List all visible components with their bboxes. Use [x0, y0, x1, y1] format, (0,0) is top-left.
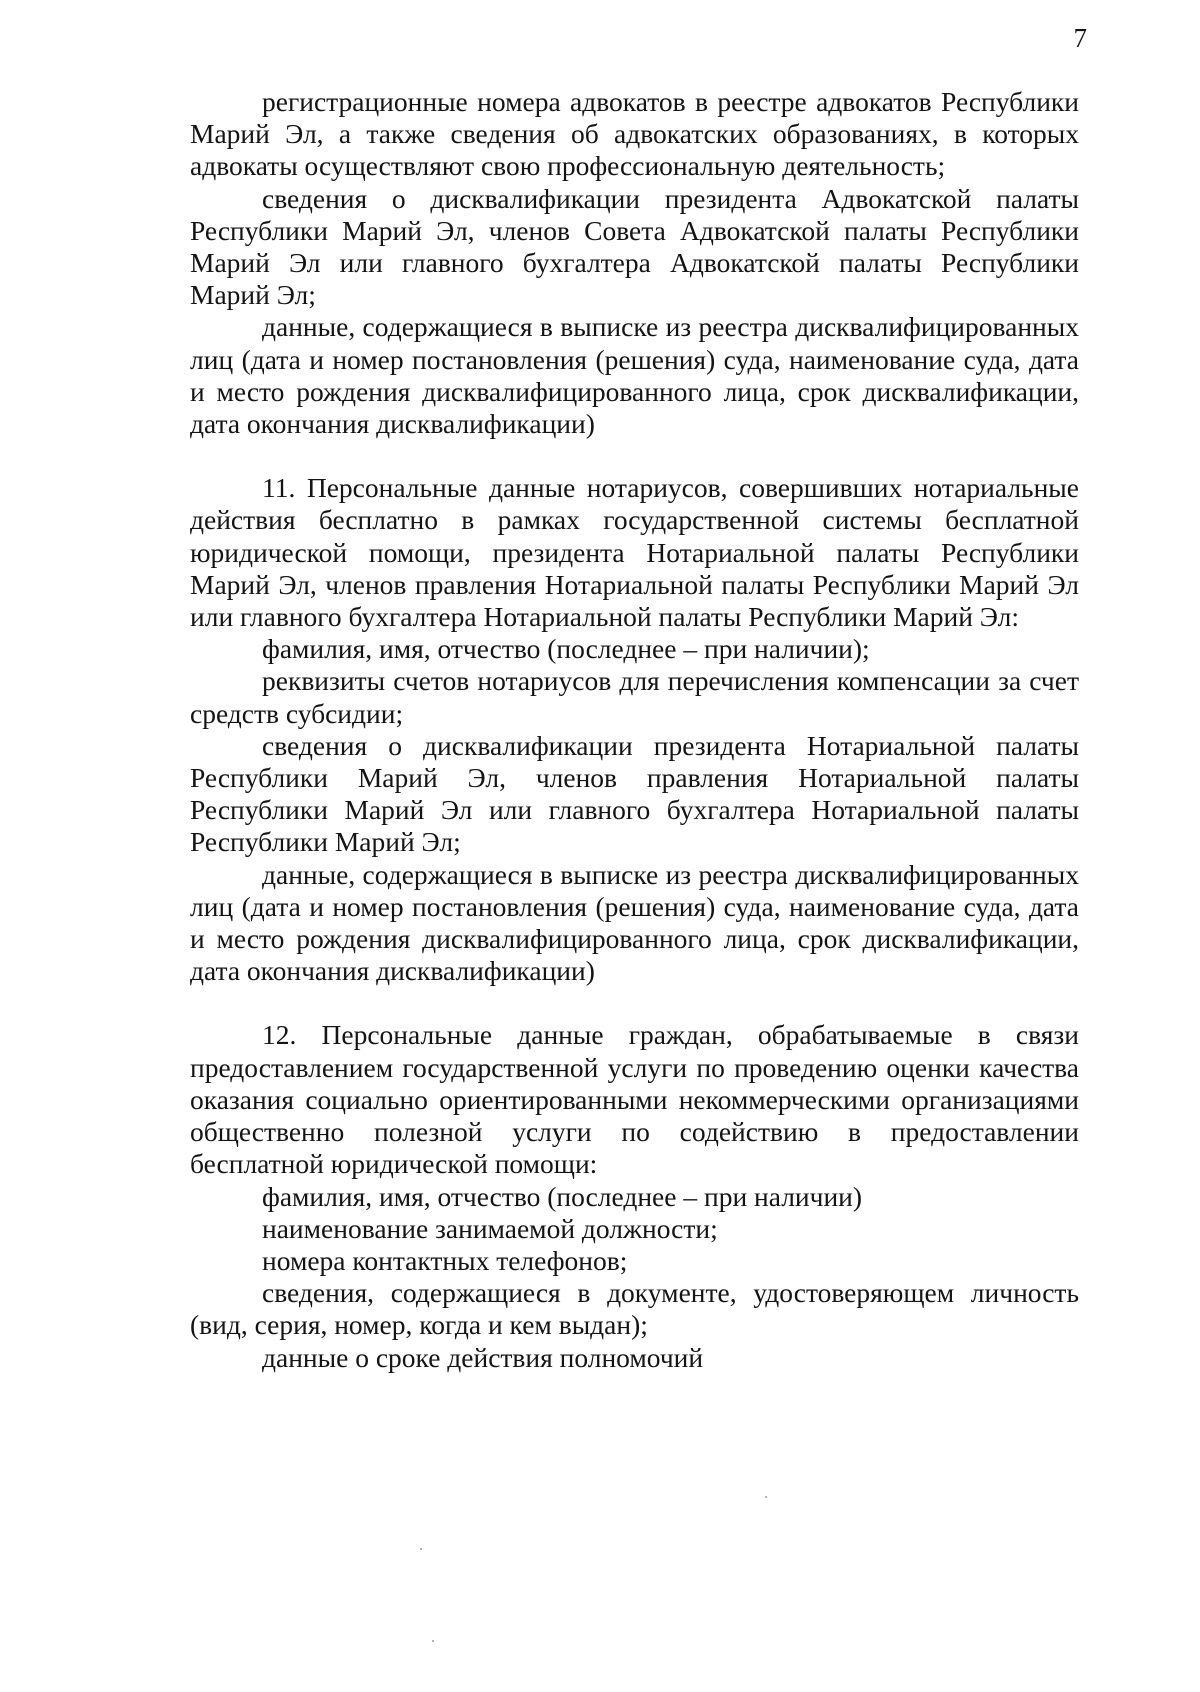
paragraph-bar-registry-extract: данные, содержащиеся в выписке из реестра дисквалифицированных лиц (дата и номер постановления (решения) суда, наименование суда, дата и место рождения дисквалифицированного лица, срок дисквалификации, дата окончания дисквалификации): [190, 311, 1079, 440]
document-body: [190, 86, 1079, 1374]
section-12-heading: 12. Персональные данные граждан, обрабатываемые в связи предоставлением государственной услуги по проведению оценки качества оказания социально ориентированными некоммерческими организациями общественно полезной услуги по содействию в предоставлении бесплатной юридической помощи:: [190, 1019, 1079, 1180]
paragraph-citizen-position: наименование занимаемой должности;: [262, 1212, 718, 1244]
paragraph-notary-registry-extract: данные, содержащиеся в выписке из реестра дисквалифицированных лиц (дата и номер постановления (решения) суда, наименование суда, дата и место рождения дисквалифицированного лица, срок дисквалификации, дата окончания дисквалификации): [190, 858, 1079, 987]
section-11-heading: 11. Персональные данные нотариусов, совершивших нотариальные действия бесплатно в рамках государственной системы бесплатной юридической помощи, президента Нотариальной палаты Республики Марий Эл, членов правления Нотариальной палаты Республики Марий Эл или главного бухгалтера Нотариальной палаты Республики Марий Эл:: [190, 472, 1079, 633]
scan-speck: [420, 1548, 422, 1550]
scan-speck: [765, 1496, 767, 1498]
page-number: 7: [1073, 23, 1087, 53]
paragraph-citizen-full-name: фамилия, имя, отчество (последнее – при наличии): [262, 1180, 863, 1212]
paragraph-citizen-authority-term: данные о сроке действия полномочий: [262, 1341, 704, 1373]
paragraph-notary-disqualification: сведения о дисквалификации президента Нотариальной палаты Республики Марий Эл, членов правления Нотариальной палаты Республики Марий Эл или главного бухгалтера Нотариальной палаты Республики Марий Эл;: [190, 729, 1079, 858]
scan-speck: [432, 1640, 434, 1642]
paragraph-bar-disqualification: сведения о дисквалификации президента Адвокатской палаты Республики Марий Эл, членов Совета Адвокатской палаты Республики Марий Эл или главного бухгалтера Адвокатской палаты Республики Марий Эл;: [190, 182, 1079, 311]
paragraph-citizen-phones: номера контактных телефонов;: [262, 1244, 628, 1276]
paragraph-notary-full-name: фамилия, имя, отчество (последнее – при наличии);: [262, 633, 870, 665]
paragraph-citizen-id-document: сведения, содержащиеся в документе, удостоверяющем личность (вид, серия, номер, когда и кем выдан);: [190, 1277, 1079, 1341]
paragraph-notary-account-details: реквизиты счетов нотариусов для перечисления компенсации за счет средств субсидии;: [190, 665, 1079, 729]
paragraph-registration-numbers: регистрационные номера адвокатов в реестре адвокатов Республики Марий Эл, а также сведения об адвокатских образованиях, в которых адвокаты осуществляют свою профессиональную деятельность;: [190, 86, 1079, 182]
